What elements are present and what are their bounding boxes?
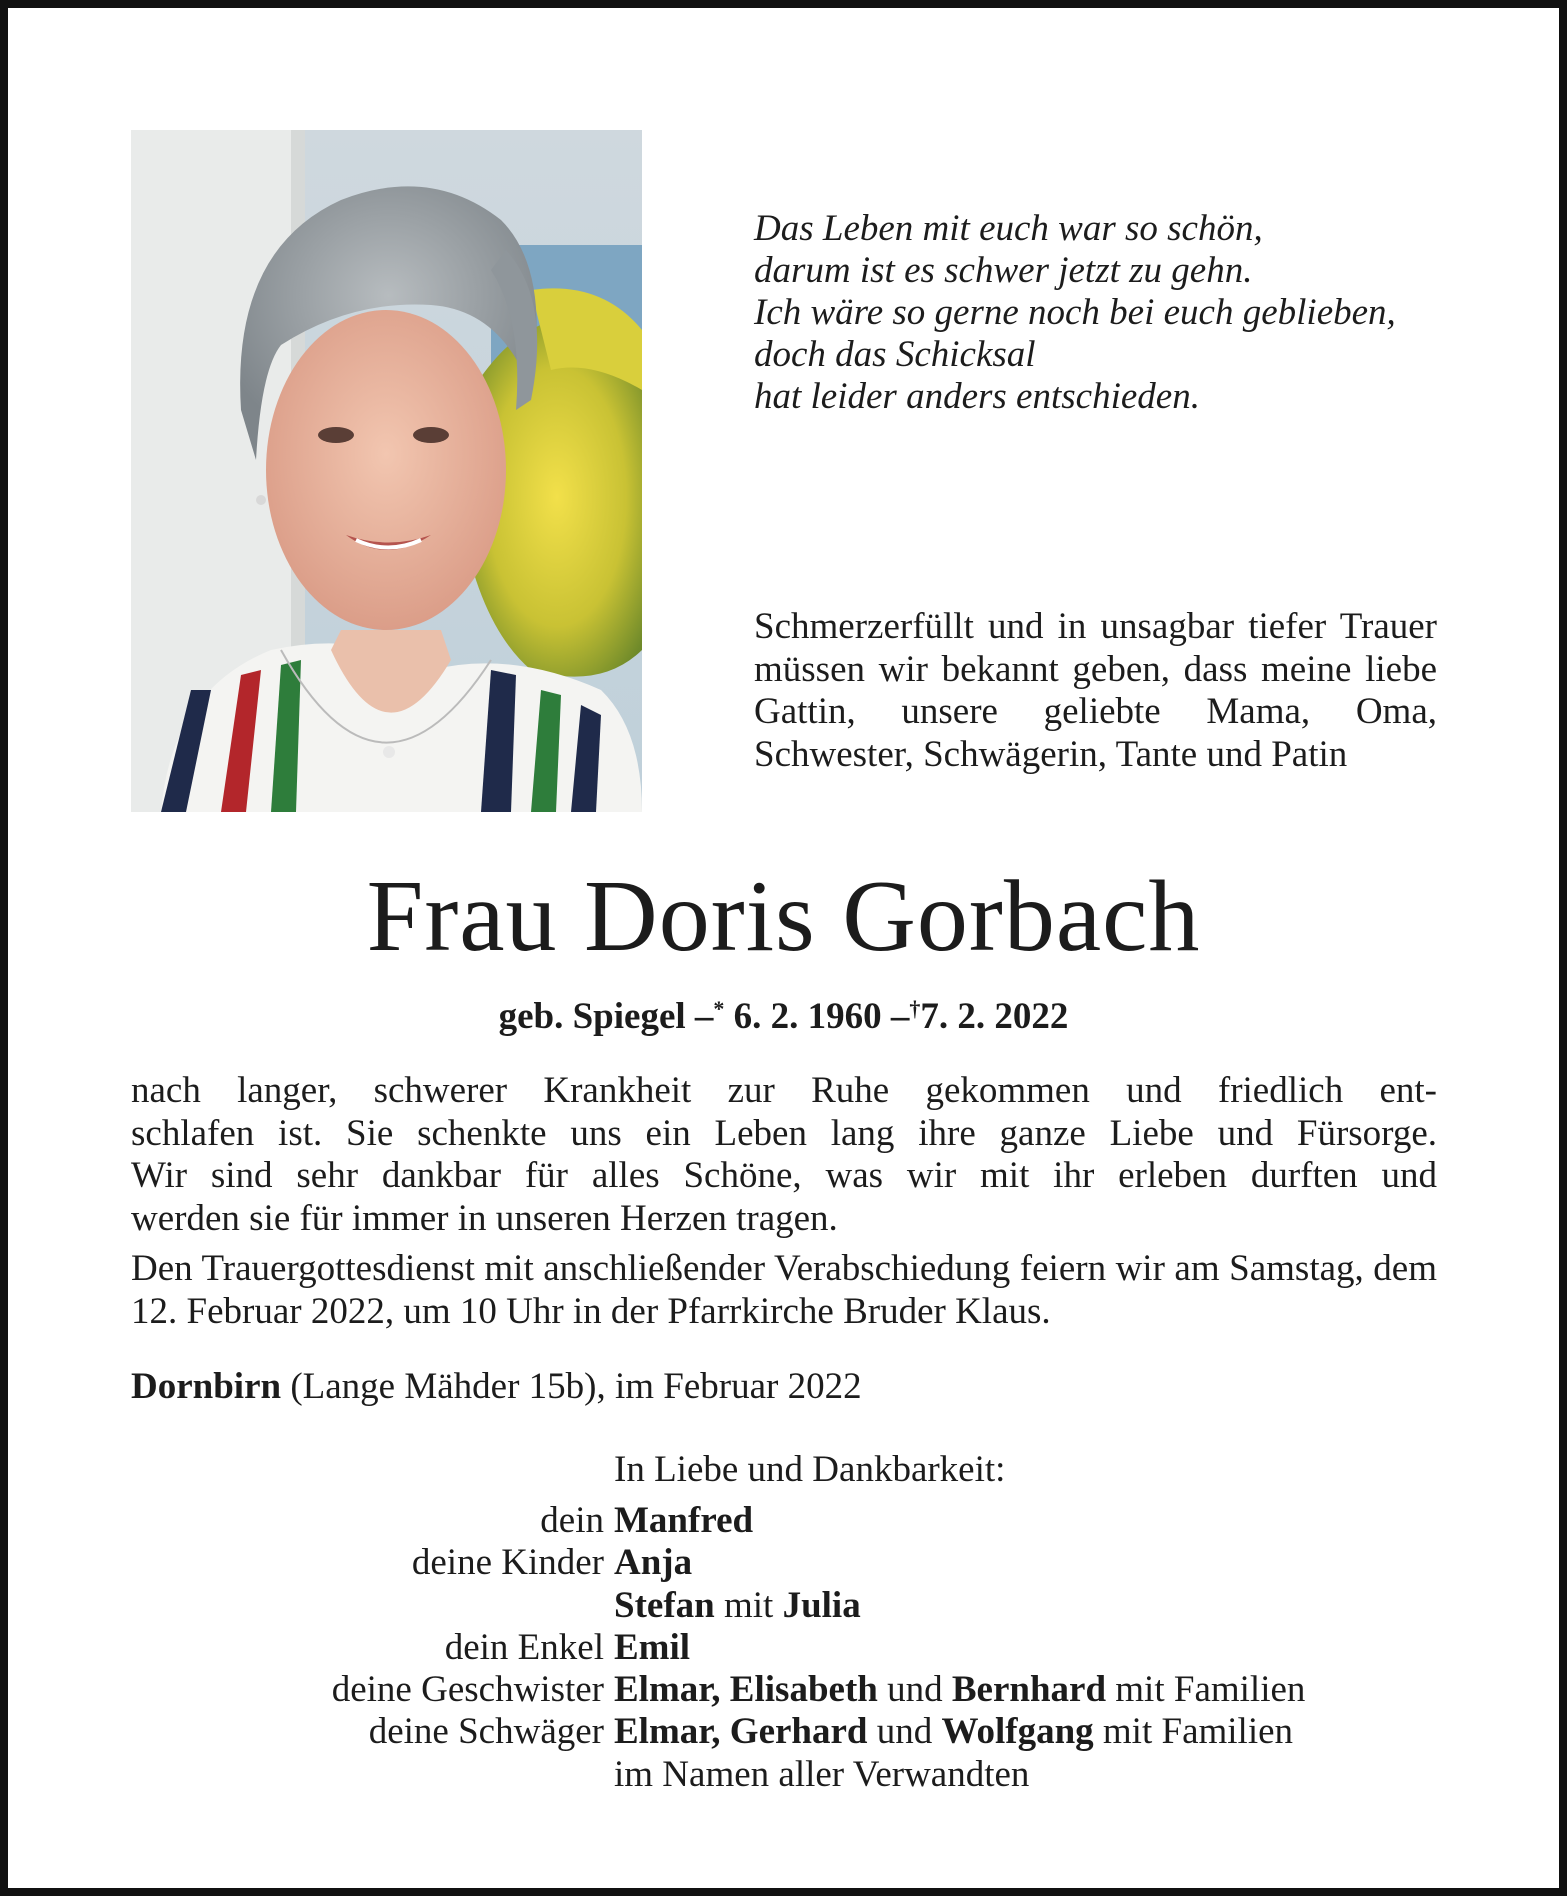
body-line: Wir sind sehr dankbar für alles Schöne, was wir mit ihr erleben durften und — [131, 1155, 1437, 1196]
mourner-names — [614, 1542, 692, 1584]
mourner-name: Anja — [614, 1542, 693, 1584]
body-line: nach langer, schwerer Krankheit zur Ruhe gekommen und friedlich ent- — [131, 1070, 1437, 1111]
deceased-name: Frau Doris Gorbach — [366, 860, 1201, 973]
poem-line: doch das Schicksal — [754, 334, 1036, 375]
mourner-name: Elmar, Elisabeth — [614, 1669, 878, 1711]
mourners-list — [0, 1500, 1567, 1796]
closing-line: In Liebe und Dankbarkeit: — [614, 1449, 1006, 1490]
announcement-intro: Schmerzerfüllt und in unsagbar tiefer Trauer müssen wir bekannt geben, dass meine liebe Gattin, unsere geliebte Mama, Oma, Schwester, Schwägerin, Tante und Patin — [754, 606, 1437, 775]
mourner-row — [0, 1542, 1567, 1584]
mourner-row — [0, 1711, 1567, 1753]
poem — [754, 208, 1474, 418]
connector-text: und — [887, 1669, 943, 1711]
portrait-photo — [131, 130, 642, 812]
relation: dein Enkel — [444, 1626, 604, 1668]
body-paragraph — [131, 1070, 1437, 1240]
separator: – — [890, 996, 910, 1037]
mourner-name: Emil — [614, 1626, 691, 1668]
mourner-names — [614, 1585, 861, 1627]
mourner-name: Wolfgang — [941, 1711, 1094, 1753]
poem-line: Das Leben mit euch war so schön, — [754, 208, 1263, 249]
connector-text: mit — [723, 1584, 774, 1626]
mourner-row — [0, 1669, 1567, 1711]
poem-line: Ich wäre so gerne noch bei euch geblieben, — [754, 292, 1396, 333]
relation: dein — [540, 1500, 604, 1541]
connector-text: mit Familien — [1115, 1669, 1306, 1711]
mourner-row — [0, 1627, 1567, 1669]
birth-symbol: * — [713, 996, 725, 1021]
death-symbol: † — [909, 996, 921, 1021]
mourner-name: Julia — [782, 1584, 861, 1626]
relation: deine Schwäger — [368, 1711, 604, 1753]
funeral-service-info: Den Trauergottesdienst mit anschließender Verabschiedung feiern wir am Samstag, dem 12. Februar 2022, um 10 Uhr in der Pfarrkirche Bruder Klaus. — [131, 1248, 1437, 1332]
body-line: schlafen ist. Sie schenkte uns ein Leben lang ihre ganze Liebe und Fürsorge. — [131, 1112, 1437, 1154]
mourner-names — [614, 1500, 753, 1542]
maiden-name: geb. Spiegel — [498, 996, 686, 1037]
mourner-names — [614, 1669, 1305, 1711]
death-date: 7. 2. 2022 — [920, 996, 1069, 1037]
place-detail: (Lange Mähder 15b), im Februar 2022 — [290, 1366, 862, 1407]
birth-date: 6. 2. 1960 — [733, 996, 882, 1037]
mourner-name: Manfred — [614, 1500, 754, 1541]
mourner-name: Bernhard — [951, 1669, 1107, 1711]
connector-text: und — [876, 1711, 933, 1753]
separator: – — [694, 996, 714, 1037]
mourner-row — [0, 1754, 1567, 1796]
body-line: werden sie für immer in unseren Herzen tragen. — [131, 1197, 838, 1239]
place-date — [131, 1365, 1437, 1409]
mourner-names — [614, 1627, 690, 1669]
relation: deine Kinder — [411, 1542, 604, 1584]
mourner-name: Elmar, Gerhard — [614, 1711, 868, 1753]
poem-line: hat leider anders entschieden. — [754, 376, 1200, 417]
mourner-names: im Namen aller Verwandten — [614, 1753, 1030, 1795]
mourner-name: Stefan — [614, 1584, 715, 1626]
mourner-names — [614, 1711, 1293, 1753]
relation: deine Geschwister — [331, 1669, 604, 1711]
poem-line: darum ist es schwer jetzt zu gehn. — [754, 250, 1253, 291]
connector-text: mit Familien — [1102, 1711, 1294, 1753]
mourner-row — [0, 1500, 1567, 1542]
mourner-row — [0, 1585, 1567, 1627]
place-city: Dornbirn — [131, 1366, 282, 1407]
life-dates — [0, 987, 1567, 1039]
